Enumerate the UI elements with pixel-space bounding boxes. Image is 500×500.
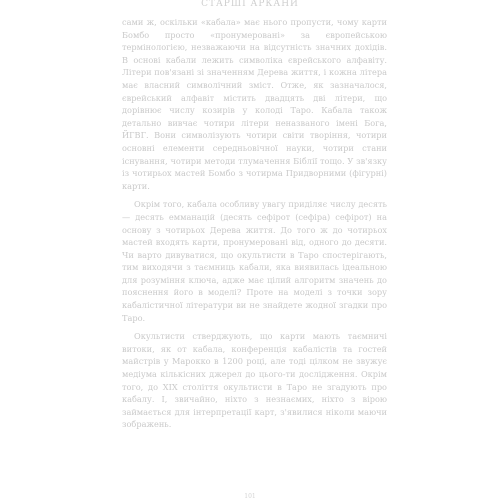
paragraph: сами ж, оскільки «кабала» має нього пропусти, чому карти Бомбо просто «пронумеровані» за європейською термінологією, незважаючи на відсутність значних дохідів. В основі кабали лежить символіка єврейського алфавіту. Літери пов'язані зі значенням Дерева життя, і кожна літера має власний символічний зміст. Отже, як зазначалося, єврейський алфавіт містить двадцять дві літери, що дорівнює числу козирів у колоді Таро. Кабала також детально вивчає чотири літери неназваного імені Бога, ЙГВГ. Вони символізують чотири світи творіння, чотири основні елементи середньовічної науки, чотири стани існування, чотири методи тлумачення Біблії тощо. У зв'язку із чотирьох мастей Бомбо з чотирма Придворними (фігурні) карти. bbox=[122, 17, 387, 191]
running-head: СТАРШІ АРКАНИ bbox=[201, 0, 299, 9]
page-number: 101 bbox=[244, 493, 256, 500]
paragraph: Окрім того, кабала особливу увагу приділяє числу десять — десять емманацій (десять сефірот (сефіра) сефірот) на основу з чотирьох Дерева життя. До того ж до чотирьох мастей входять карти, пронумеровані від, одного до десяти. Чи варто дивуватися, що окультисти в Таро спостерігають, тим виходячи з таємниць кабали, яка виявилась ідеальною для розуміння ключа, адже має цілий алгоритм значень до пояснення його в моделі? Проте на моделі з точки зору кабалістичної літератури ви не знайдете жодної згадки про Таро. bbox=[122, 199, 387, 323]
paragraph: Окультисти стверджують, що карти мають таємничі витоки, як от кабала, конференція кабалістів та гостей майстрів у Марокко в 1200 році, але тоді цілком не звужує медіума кількісних джерел до цього-ти дослідження. Окрім того, до XIX століття окультисти в Таро не згадують про кабалу. І, звичайно, ніхто з незнаємих, ніхто з вірою займається для інтерпретації карт, з'явилися ніколи маючи зображень. bbox=[122, 331, 387, 430]
body-text bbox=[122, 16, 387, 431]
